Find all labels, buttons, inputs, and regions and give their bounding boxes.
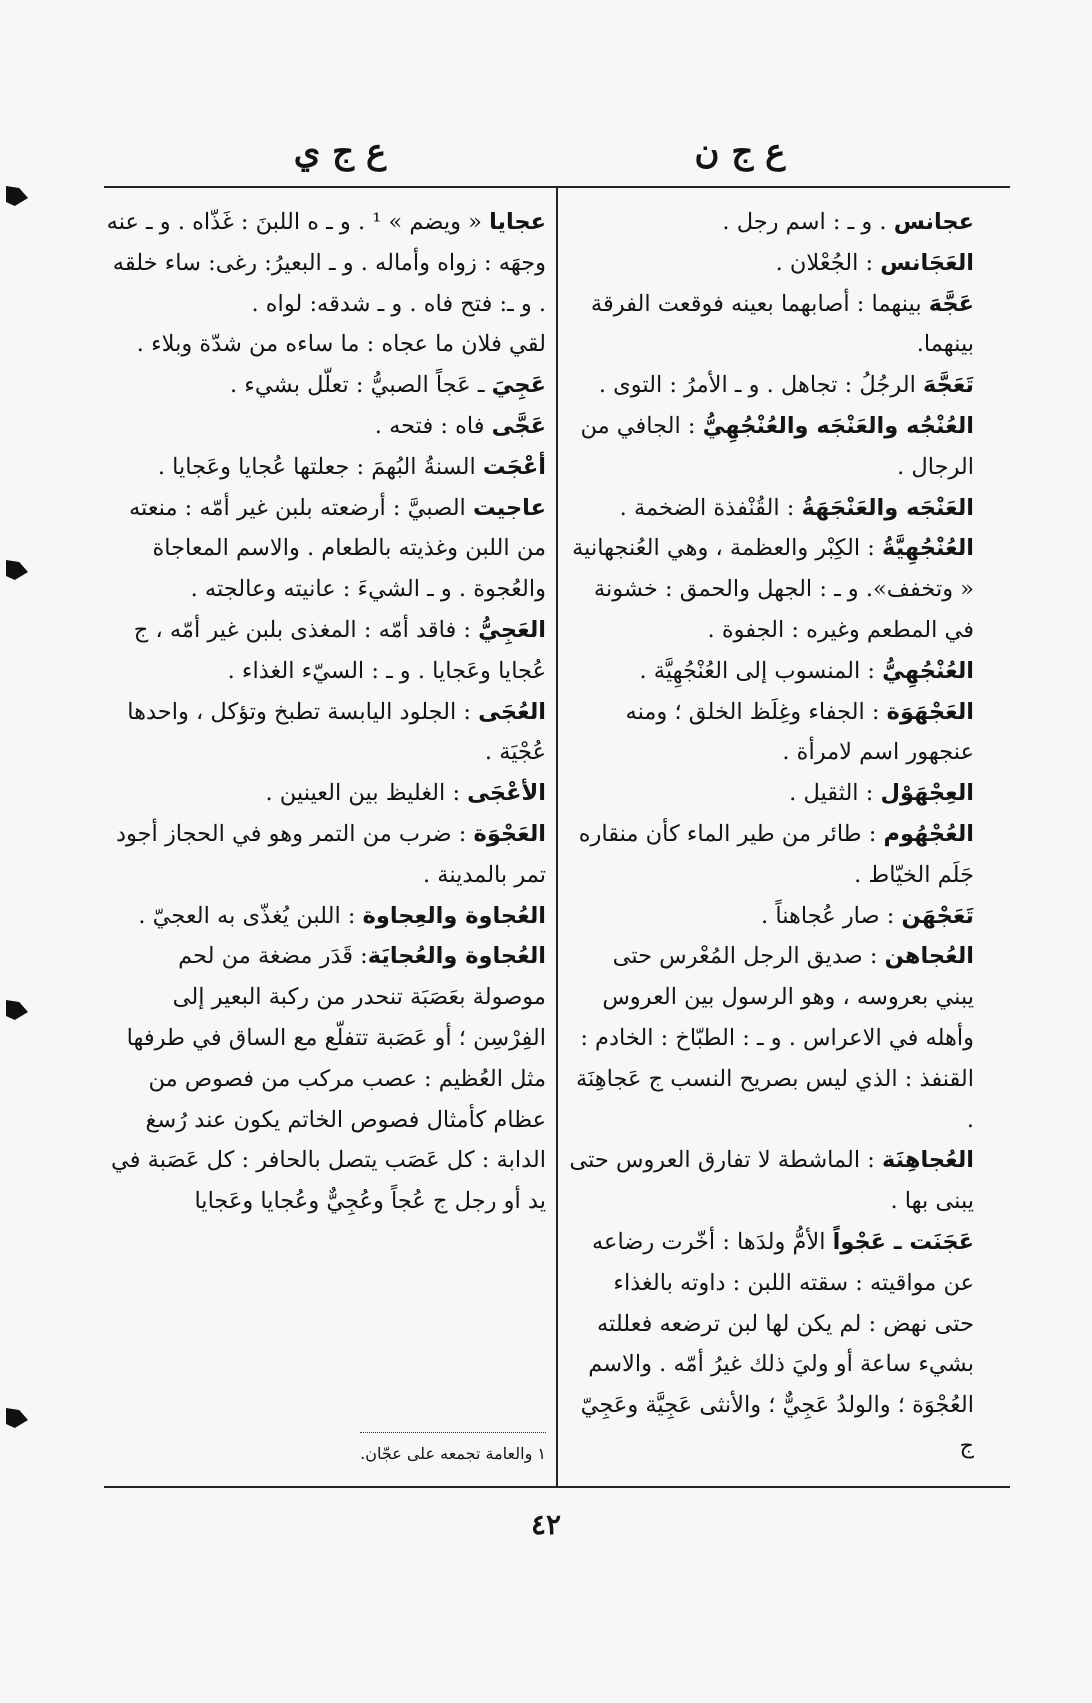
dictionary-entry: [568, 488, 974, 529]
entry-headword: تَعَجَّهَ: [922, 372, 974, 399]
dictionary-entry: [568, 406, 974, 488]
entry-headword: العَجْهَوَة: [886, 698, 974, 725]
entry-headword: العُجاهن: [884, 943, 974, 970]
entry-headword: عاجيت: [472, 494, 546, 521]
dictionary-entry: [106, 692, 546, 774]
edge-mark: [6, 186, 28, 206]
entry-definition: « ويضم » ¹ . و ـ ه اللبنَ : غَذّاه . و ـ عنه وجهَه : زواه وأماله . و ـ البعيرُ: رغى: ساء خلقه . و ـ: فتح فاه . و ـ شدقه: لواه .: [106, 209, 546, 317]
entry-headword: العُجاوة والعِجاوة: [362, 902, 546, 929]
entry-definition: : فاقد أمّه : المغذى بلبن غير أمّه ، ج عُجايا وعَجايا . و ـ : السيّء الغذاء .: [133, 616, 546, 684]
entry-headword: عَجِيَ: [491, 372, 546, 399]
entry-definition: : الجفاء وغِلَظ الخلق ؛ ومنه عنجهور اسم لامرأة .: [625, 698, 974, 766]
entry-definition: : طائر من طير الماء كأن منقاره جَلَم الخيّاط .: [578, 820, 974, 888]
dictionary-entry: [568, 814, 974, 896]
entry-definition: ـ عَجاً الصبيُّ : تعلّل بشيء .: [230, 372, 492, 399]
entry-headword: العَجِيُّ: [478, 616, 546, 643]
entry-headword: العُنْجُهِيَّةُ: [882, 535, 974, 562]
edge-mark: [6, 1000, 28, 1020]
entry-headword: العُجاهِنَة: [882, 1147, 974, 1174]
dictionary-entry: [568, 243, 974, 284]
entry-definition: الصبيَّ : أرضعته بلبن غير أمّه : منعته من اللبن وغذيته بالطعام . والاسم المعاجاة والعُجوة . و ـ الشيءَ : عانيته وعالجته .: [128, 494, 546, 603]
entry-definition: السنةُ البُهمَ : جعلتها عُجايا وعَجايا .: [157, 453, 483, 480]
entry-definition: : القُنْفذة الضخمة .: [619, 494, 802, 521]
entry-headword: عجانس: [893, 209, 974, 235]
entry-headword: العُجَى: [478, 698, 546, 725]
entry-definition: . و ـ : اسم رجل .: [722, 209, 894, 235]
dictionary-entry: [106, 365, 546, 406]
dictionary-entry: [106, 610, 546, 692]
dictionary-entry: [568, 936, 974, 1140]
entry-headword: العُنْجُه والعَنْجَه والعُنْجُهِيُّ: [702, 412, 974, 439]
entry-definition: : صديق الرجل المُعْرس حتى يبني بعروسه ، وهو الرسول بين العروس وأهله في الاعراس . و ـ : الطبّاخ : الخادم : القنفذ : الذي ليس بصريح النسب ج عَجاهِنَة .: [575, 943, 974, 1133]
entry-definition: : ضرب من التمر وهو في الحجاز أجود تمر بالمدينة .: [115, 820, 546, 888]
entry-headword: العُنْجُهِيُّ: [882, 657, 974, 684]
entry-headword: عَجَّهَ: [928, 290, 974, 317]
entry-definition: فاه : فتحه .: [374, 412, 492, 439]
dictionary-entry: [568, 651, 974, 692]
dictionary-entry: [106, 773, 546, 814]
entry-headword: تَعَجْهَن: [901, 902, 974, 929]
edge-mark: [6, 1408, 28, 1428]
entry-definition: بينهما : أصابهما بعينه فوقعت الفرقة بينهما.: [590, 290, 974, 358]
dictionary-entry: [568, 1222, 974, 1467]
entry-headword: الأعْجَى: [467, 780, 546, 807]
entry-definition: : صار عُجاهناً .: [761, 902, 902, 929]
entry-headword: العَجَانس: [880, 249, 974, 276]
dictionary-entry: [568, 773, 974, 814]
left-column: [106, 202, 546, 1222]
entry-headword: أعْجَت: [482, 453, 546, 480]
dictionary-entry: [568, 692, 974, 774]
dictionary-entry: [568, 896, 974, 937]
entry-headword: العِجْهَوْل: [880, 780, 974, 807]
entry-headword: العَجْوَة: [473, 820, 546, 847]
bottom-rule: [104, 1486, 1010, 1488]
dictionary-entry: [568, 528, 974, 650]
entry-definition: : الثقيل .: [789, 780, 881, 807]
page-number: ٤٢: [530, 1508, 562, 1541]
dictionary-entry: [106, 202, 546, 324]
dictionary-entry: [106, 488, 546, 610]
entry-definition: : الغليظ بين العينين .: [265, 780, 468, 807]
dictionary-entry: [568, 202, 974, 243]
right-column-header: ع ج ن: [694, 132, 786, 172]
dictionary-entry: [568, 1140, 974, 1222]
dictionary-entry: [106, 324, 546, 365]
entry-definition: : اللبن يُغذّى به العجيّ .: [138, 902, 363, 929]
entry-definition: الأمُّ ولدَها : أخّرت رضاعه عن مواقيته : سقته اللبن : داوته بالغذاء حتى نهض : لم يكن لها لبن ترضعه فعللته بشيء ساعة أو وليَ ذلك غيرُ أمّه . والاسم العُجْوَة ؛ والولدُ عَجِيٌّ ؛ والأنثى عَجِيَّة وعَجِيّ ج: [580, 1228, 974, 1459]
entry-definition: : الجلود اليابسة تطبخ وتؤكل ، واحدها عُجْيَة .: [127, 698, 546, 766]
dictionary-entry: [106, 896, 546, 937]
entry-definition: : قَدَر مضغة من لحم موصولة بعَصَبَة تنحدر من ركبة البعير إلى الفِرْسِن ؛ أو عَصَبة تتفلّع مع الساق في طرفها مثل العُظيم : عصب مركب من فصوص من عظام كأمثال فصوص الخاتم يكون عند رُسغ الدابة : كل عَصَب يتصل بالحافر : كل عَصَبة في يد أو رجل ج عُجاً وعُجِيٌّ وعُجايا وعَجايا: [111, 943, 546, 1215]
dictionary-entry: [568, 365, 974, 406]
dictionary-entry: [106, 447, 546, 488]
dictionary-entry: [568, 284, 974, 366]
entry-definition: لقي فلان ما عجاه : ما ساءه من شدّة وبلاء .: [136, 331, 546, 358]
footnote: ١ والعامة تجمعه على عجّان.: [360, 1444, 546, 1463]
entry-definition: : الماشطة لا تفارق العروس حتى يبنى بها .: [569, 1147, 974, 1215]
entry-definition: : المنسوب إلى العُنْجُهِيَّة .: [639, 657, 883, 684]
left-column-header: ع ج ي: [293, 132, 387, 172]
entry-headword: عَجَّى: [491, 412, 546, 439]
entry-headword: عَجَنَت ـ عَجْواً: [832, 1228, 974, 1255]
edge-mark: [6, 560, 28, 580]
entry-headword: العُجاوة والعُجايَة: [367, 943, 546, 970]
entry-headword: العُجْهُوم: [883, 820, 974, 847]
dictionary-entry: [106, 814, 546, 896]
dictionary-entry: [106, 936, 546, 1222]
column-divider: [556, 188, 558, 1486]
right-column: [568, 202, 974, 1467]
entry-definition: الرجُلُ : تجاهل . و ـ الأمرُ : التوى .: [598, 372, 923, 399]
entry-headword: العَنْجَه والعَنْجَهَةُ: [801, 494, 974, 521]
entry-definition: : الجُعْلان .: [775, 249, 881, 276]
entry-definition: : الجافي من الرجال .: [580, 412, 974, 480]
dictionary-entry: [106, 406, 546, 447]
entry-definition: : الكِبْر والعظمة ، وهي العُنجهانية « وتخفف». و ـ : الجهل والحمق : خشونة في المطعم وغيره : الجفوة .: [572, 535, 974, 643]
entry-headword: عجايا: [489, 209, 546, 235]
footnote-rule: [360, 1432, 546, 1433]
